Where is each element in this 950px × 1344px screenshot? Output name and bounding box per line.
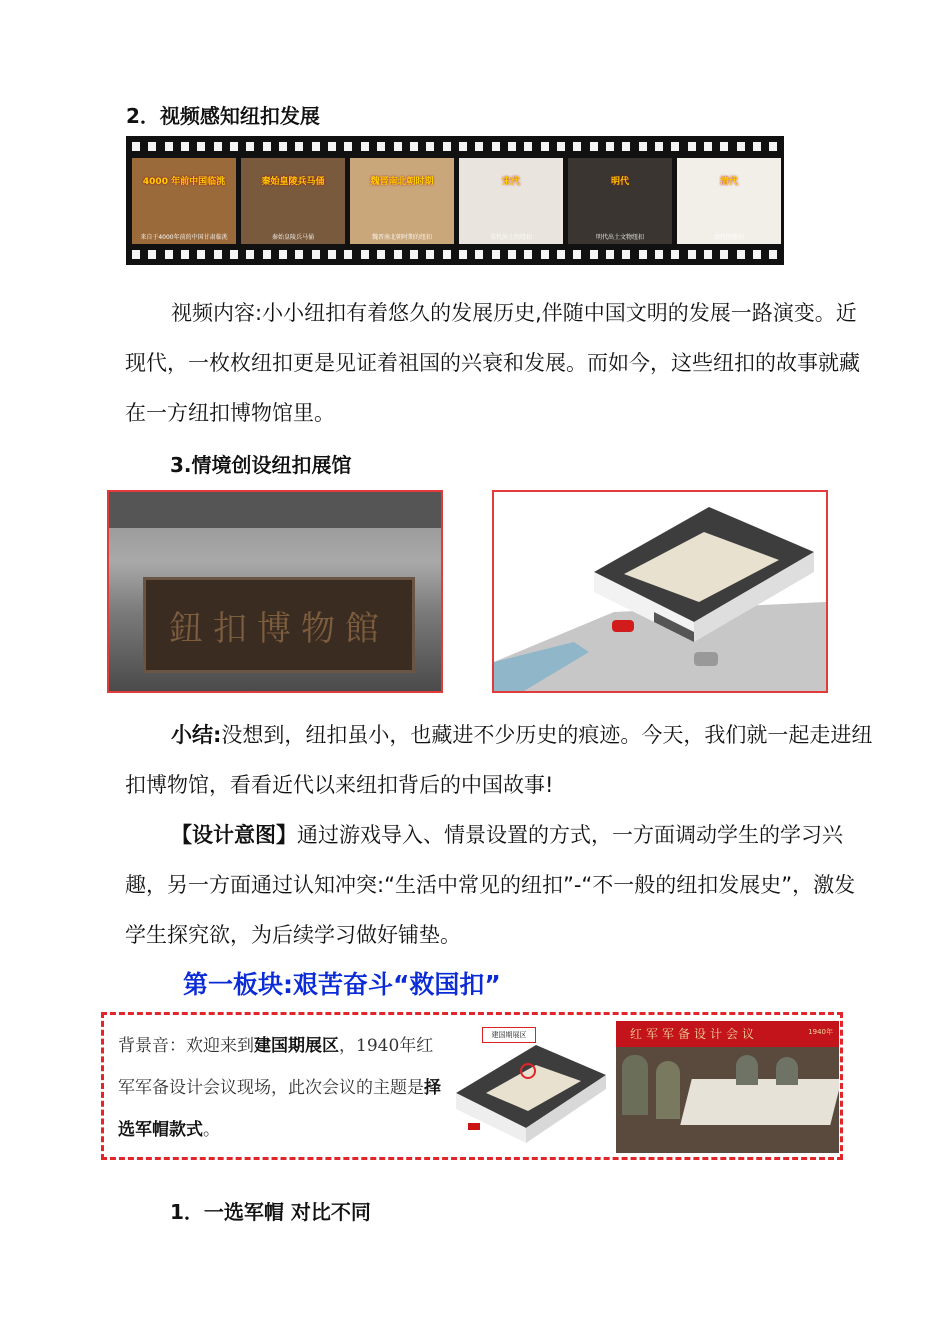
film-frame <box>241 158 345 244</box>
film-frame <box>459 158 563 244</box>
film-frame-caption: 明代出土文物纽扣 <box>595 234 644 241</box>
film-frame-caption: 秦始皇陵兵马俑 <box>271 234 314 241</box>
film-frame-caption: 来自于4000年前的中国甘肃临洮 <box>140 234 228 241</box>
meeting-scene-image <box>616 1021 839 1153</box>
background-text: 背景音：欢迎来到建国期展区，1940年红军军备设计会议现场，此次会议的主题是择选军帽款式。 <box>118 1036 441 1140</box>
exhibit-label: 建国期展区 <box>482 1027 536 1043</box>
design-paragraph <box>125 810 875 960</box>
museum-sign-photo <box>107 490 443 693</box>
film-sprocket-holes <box>132 250 778 259</box>
film-frame <box>350 158 454 244</box>
summary-label: 小结: <box>171 723 222 747</box>
film-frame-title: 清代 <box>719 177 738 187</box>
design-text: 通过游戏导入、情景设置的方式，一方面调动学生的学习兴趣，另一方面通过认知冲突:“生活中常见的纽扣”-“不一般的纽扣发展史”，激发学生探究欲，为后续学习做好铺垫。 <box>125 823 856 947</box>
film-frame-caption: 宋代出土的纽扣 <box>489 234 532 241</box>
film-frame-caption: 魏晋南北朝时期的纽扣 <box>371 234 432 241</box>
video-paragraph: 视频内容:小小纽扣有着悠久的发展历史,伴随中国文明的发展一路演变。近现代，一枚枚纽扣更是见证着祖国的兴衰和发展。而如今，这些纽扣的故事就藏在一方纽扣博物馆里。 <box>125 301 860 425</box>
summary-paragraph <box>125 710 875 810</box>
film-frame-title: 魏晋南北朝时期 <box>370 177 434 187</box>
museum-building-render <box>492 490 828 693</box>
museum-sign-plaque: 鈕扣博物館 <box>143 577 415 673</box>
film-frame <box>568 158 672 244</box>
film-frame <box>677 158 781 244</box>
section-heading-video: 2．视频感知纽扣发展 <box>126 104 320 128</box>
film-frame-title: 明代 <box>610 177 629 187</box>
section-heading-scene: 3.情境创设纽扣展馆 <box>170 453 352 477</box>
film-frame-title: 秦始皇陵兵马俑 <box>261 177 325 187</box>
film-frame <box>132 158 236 244</box>
film-frame-title: 4000 年前中国临洮 <box>142 177 226 187</box>
exhibit-building-image <box>446 1023 614 1151</box>
film-sprocket-holes <box>132 142 778 151</box>
section-title: 第一板块:艰苦奋斗“救国扣” <box>183 970 501 999</box>
design-label: 【设计意图】 <box>171 823 297 847</box>
filmstrip-image <box>126 136 784 265</box>
meeting-year: 1940年 <box>808 1028 833 1036</box>
section-heading-hat: 1．一选军帽 对比不同 <box>170 1200 371 1224</box>
film-frame-title: 宋代 <box>501 177 520 187</box>
background-box <box>101 1012 843 1160</box>
meeting-banner: 红军军备设计会议 <box>616 1021 839 1047</box>
summary-text: 没想到，纽扣虽小，也藏进不少历史的痕迹。今天，我们就一起走进纽扣博物馆，看看近代以来纽扣背后的中国故事! <box>125 723 873 797</box>
film-frame-caption: 清代的纽扣 <box>713 234 744 241</box>
